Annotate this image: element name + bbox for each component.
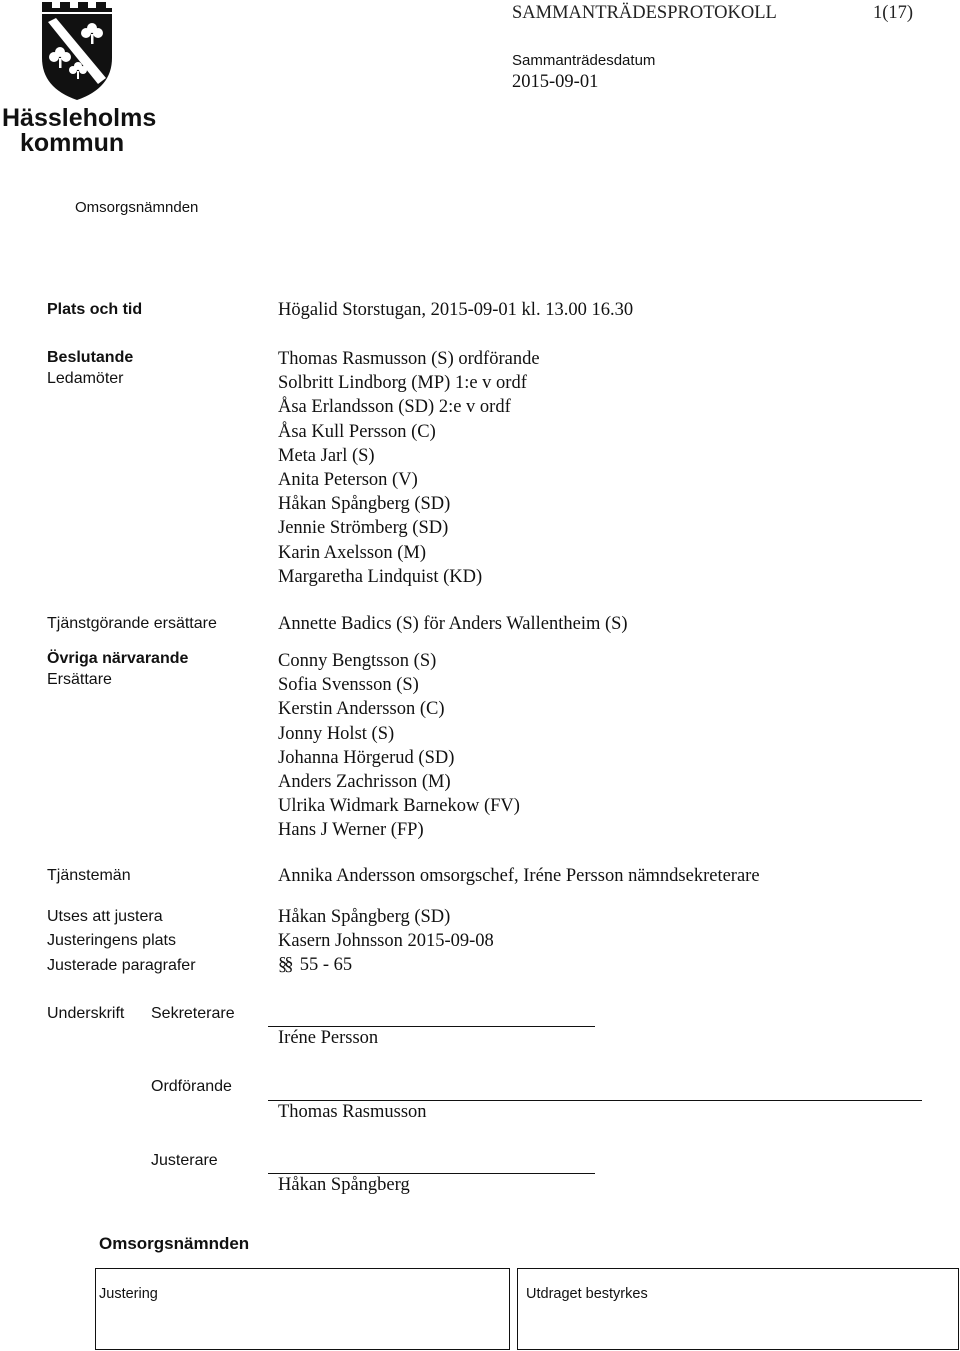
list-item: Kerstin Andersson (C) — [278, 699, 445, 720]
list-item: Anita Peterson (V) — [278, 469, 418, 490]
secretary-name: Iréne Persson — [278, 1028, 379, 1048]
adjuster-signature-line — [268, 1173, 595, 1174]
members-list — [278, 347, 540, 589]
serving-substitutes-label: Tjänstgörande ersättare — [47, 615, 217, 632]
list-item: Hans J Werner (FP) — [278, 820, 424, 841]
list-item: Johanna Hörgerud (SD) — [278, 747, 455, 768]
logo-line-2: kommun — [20, 129, 125, 157]
secretary-signature-line — [268, 1026, 595, 1027]
meeting-date-label: Sammanträdesdatum — [512, 52, 656, 69]
list-item: Håkan Spångberg (SD) — [278, 494, 451, 515]
place-time-value: Högalid Storstugan, 2015-09-01 kl. 13.00 16.30 — [278, 300, 634, 320]
adjuster-label: Utses att justera — [47, 908, 163, 925]
chair-name: Thomas Rasmusson — [278, 1102, 427, 1122]
chair-signature-line — [268, 1100, 922, 1101]
others-present-label: Övriga närvarande — [47, 650, 189, 667]
serving-substitutes-value: Annette Badics (S) för Anders Wallentheim (S) — [278, 614, 628, 634]
adjustment-label: Justering — [99, 1286, 158, 1302]
list-item: Åsa Erlandsson (SD) 2:e v ordf — [278, 397, 511, 418]
logo-line-1: Hässleholms — [2, 104, 157, 132]
list-item: Meta Jarl (S) — [278, 445, 375, 466]
adjustment-place-value: Kasern Johnsson 2015-09-08 — [278, 931, 494, 951]
list-item: Conny Bengtsson (S) — [278, 651, 437, 671]
list-item: Thomas Rasmusson (S) ordförande — [278, 349, 540, 369]
list-item: Solbritt Lindborg (MP) 1:e v ordf — [278, 373, 527, 394]
adjusted-paragraphs-label: Justerade paragrafer — [47, 957, 196, 974]
certified-box — [517, 1268, 959, 1350]
page-number: 1(17) — [873, 3, 914, 23]
paragraph-sign-icon: §§ — [278, 955, 291, 975]
list-item: Jennie Strömberg (SD) — [278, 518, 449, 539]
officials-label: Tjänstemän — [47, 867, 131, 884]
decision-makers-label: Beslutande — [47, 349, 134, 366]
list-item: Åsa Kull Persson (C) — [278, 421, 436, 442]
adjusted-paragraphs-value: §§ 55 - 65 — [278, 955, 353, 975]
list-item: Margaretha Lindquist (KD) — [278, 566, 483, 587]
document-type: SAMMANTRÄDESPROTOKOLL — [512, 3, 777, 23]
signature-label: Underskrift — [47, 1005, 125, 1022]
adjuster-role: Justerare — [151, 1152, 218, 1169]
members-label: Ledamöter — [47, 370, 124, 387]
certified-label: Utdraget bestyrkes — [526, 1286, 648, 1302]
list-item: Anders Zachrisson (M) — [278, 771, 451, 792]
committee-name: Omsorgsnämnden — [75, 199, 199, 216]
list-item: Jonny Holst (S) — [278, 723, 395, 744]
adjustment-box — [95, 1268, 510, 1350]
secretary-role: Sekreterare — [151, 1005, 235, 1022]
footer-committee: Omsorgsnämnden — [99, 1234, 250, 1253]
list-item: Karin Axelsson (M) — [278, 542, 426, 563]
meeting-date: 2015-09-01 — [512, 72, 599, 92]
substitutes-list — [278, 649, 520, 843]
substitutes-label: Ersättare — [47, 671, 112, 688]
adjuster-value: Håkan Spångberg (SD) — [278, 907, 451, 927]
list-item: Sofia Svensson (S) — [278, 675, 419, 696]
adjustment-place-label: Justeringens plats — [47, 932, 176, 949]
adjuster-name: Håkan Spångberg — [278, 1175, 410, 1195]
officials-value: Annika Andersson omsorgschef, Iréne Persson nämndsekreterare — [278, 866, 760, 886]
chair-role: Ordförande — [151, 1078, 232, 1095]
coat-of-arms-icon — [40, 0, 114, 102]
list-item: Ulrika Widmark Barnekow (FV) — [278, 796, 520, 817]
place-time-label: Plats och tid — [47, 301, 143, 318]
